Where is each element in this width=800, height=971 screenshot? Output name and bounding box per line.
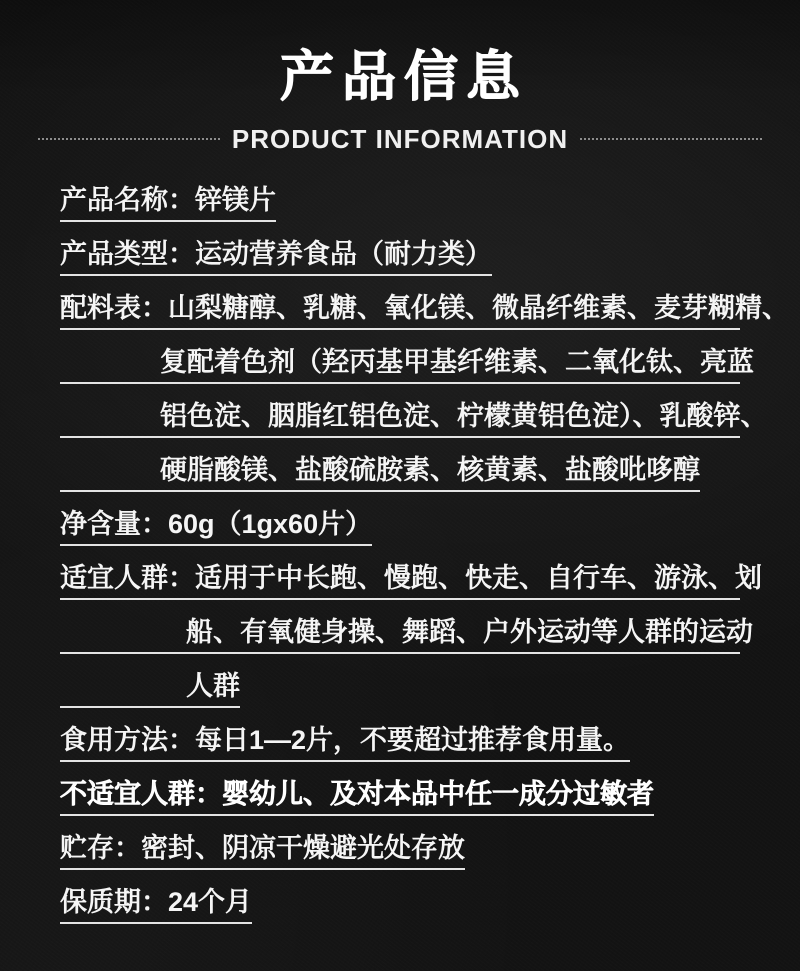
subtitle-row bbox=[38, 124, 762, 154]
suitable-people-line-3: 人群 bbox=[60, 671, 240, 708]
product-type-line: 产品类型：运动营养食品（耐力类） bbox=[60, 239, 492, 276]
dotted-rule-left bbox=[38, 138, 220, 140]
ingredients-line-4: 硬脂酸镁、盐酸硫胺素、核黄素、盐酸吡哆醇 bbox=[60, 455, 700, 492]
page-subtitle: PRODUCT INFORMATION bbox=[231, 124, 569, 154]
net-content-line: 净含量：60g（1gx60片） bbox=[60, 509, 372, 546]
ingredients-line-3: 铝色淀、胭脂红铝色淀、柠檬黄铝色淀）、乳酸锌、 bbox=[60, 401, 740, 438]
page-title: 产品信息 bbox=[280, 47, 528, 107]
usage-method-line: 食用方法：每日1—2片，不要超过推荐食用量。 bbox=[60, 725, 630, 762]
unsuitable-people-line: 不适宜人群：婴幼儿、及对本品中任一成分过敏者 bbox=[60, 779, 654, 816]
ingredients-line-1: 配料表：山梨糖醇、乳糖、氧化镁、微晶纤维素、麦芽糊精、 bbox=[60, 293, 740, 330]
shelf-life-line: 保质期：24个月 bbox=[60, 887, 252, 924]
product-name-line: 产品名称：锌镁片 bbox=[60, 185, 276, 222]
suitable-people-line-1: 适宜人群：适用于中长跑、慢跑、快走、自行车、游泳、划 bbox=[60, 563, 740, 600]
info-list bbox=[60, 185, 789, 924]
dotted-rule-right bbox=[580, 138, 762, 140]
storage-line: 贮存：密封、阴凉干燥避光处存放 bbox=[60, 833, 465, 870]
suitable-people-line-2: 船、有氧健身操、舞蹈、户外运动等人群的运动 bbox=[60, 617, 740, 654]
ingredients-line-2: 复配着色剂（羟丙基甲基纤维素、二氧化钛、亮蓝 bbox=[60, 347, 740, 384]
